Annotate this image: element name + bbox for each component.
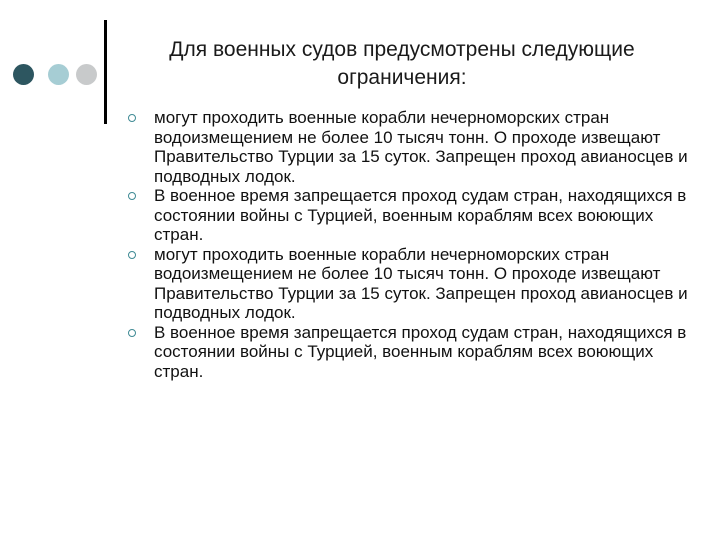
bullet-item [128, 108, 698, 186]
slide-title-line-2: ограничения: [337, 66, 467, 89]
ring-bullet-icon [128, 192, 136, 200]
slide-title-line-1: Для военных судов предусмотрены следующие [169, 38, 635, 61]
light-blue-dot [48, 64, 69, 85]
ring-bullet-icon [128, 251, 136, 259]
bullet-text: могут проходить военные корабли нечерноморских стран водоизмещением не более 10 тысяч тонн. О проходе извещают Правительство Турции за 15 суток. Запрещен проход авианосцев и подводных лодок. [154, 244, 688, 322]
ring-bullet-icon [128, 329, 136, 337]
bullet-text: В военное время запрещается проход судам стран, находящихся в состоянии войны с Турцией, военным кораблям всех воюющих стран. [154, 186, 687, 244]
bullet-item [128, 323, 698, 382]
bullet-list [128, 108, 698, 381]
gray-dot [76, 64, 97, 85]
ring-bullet-icon [128, 114, 136, 122]
dark-teal-dot [13, 64, 34, 85]
bullet-text: В военное время запрещается проход судам стран, находящихся в состоянии войны с Турцией, военным кораблям всех воюющих стран. [154, 322, 687, 381]
decorative-dots [10, 64, 100, 86]
bullet-item [128, 186, 698, 245]
bullet-text: могут проходить военные корабли нечерноморских стран водоизмещением не более 10 тысяч тонн. О проходе извещают Правительство Турции за 15 суток. Запрещен проход авианосцев и подводных лодок. [154, 108, 688, 186]
vertical-divider [104, 20, 107, 124]
slide-title [112, 36, 692, 92]
bullet-item [128, 245, 698, 323]
